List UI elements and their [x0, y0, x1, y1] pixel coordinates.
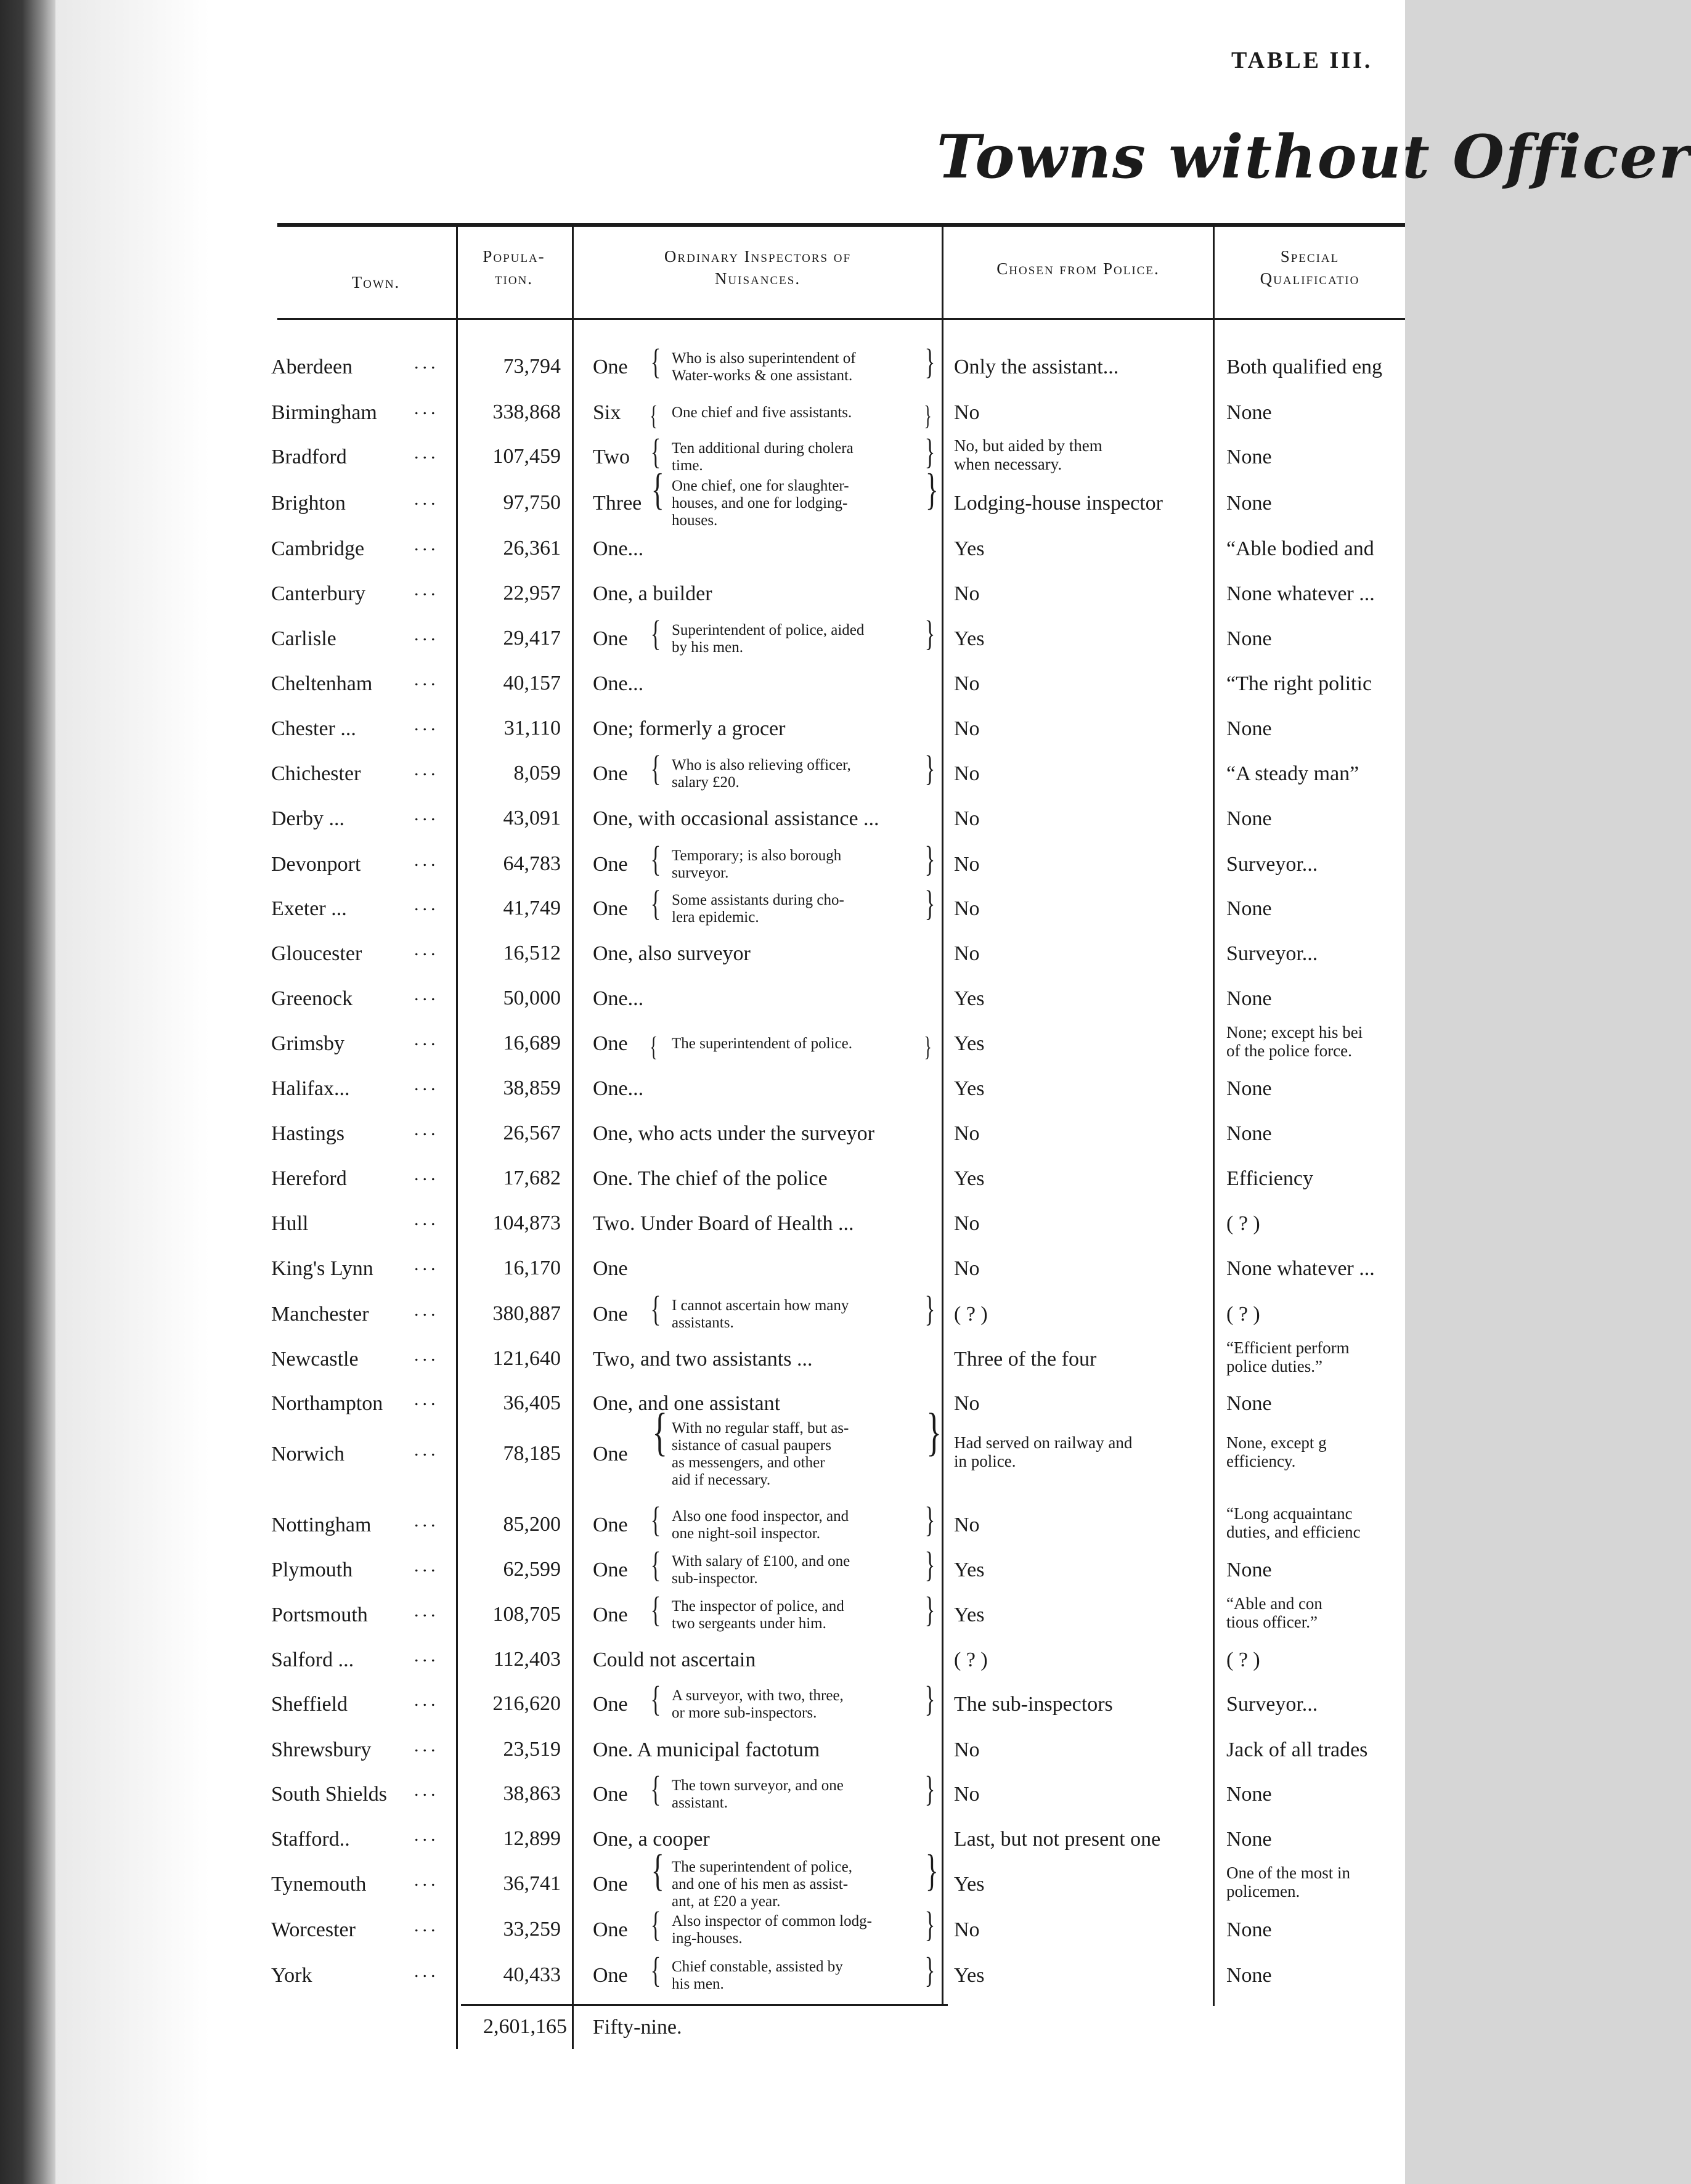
population-value: 16,689 [503, 1032, 561, 1054]
town-name: Chichester [271, 762, 361, 785]
total-population: 2,601,165 [483, 2015, 567, 2038]
brace-close: } [924, 341, 935, 381]
police-choice: No [954, 1392, 980, 1415]
header-town: Town. [351, 273, 401, 291]
brace-open: { [651, 1846, 664, 1895]
ordinary-inspectors: One [593, 1257, 628, 1280]
leader-dots: ... [414, 1555, 439, 1576]
ordinary-inspectors: One. A municipal factotum [593, 1738, 820, 1761]
special-qualification: None [1226, 1918, 1272, 1941]
brace-close: } [924, 1589, 935, 1629]
special-qualification: None [1226, 1077, 1272, 1100]
special-qualification: None [1226, 1559, 1272, 1581]
town-name: York [271, 1964, 312, 1987]
brace-open: { [650, 883, 661, 923]
header-special-qualifications: Special Qualificatio [1260, 247, 1360, 288]
ordinary-inspectors: One [593, 1964, 628, 1987]
population-value: 73,794 [503, 355, 561, 378]
special-qualification: None [1226, 717, 1272, 740]
leader-dots: ... [414, 1600, 439, 1621]
inspector-note: The inspector of police, and two sergeants under him. [672, 1598, 844, 1632]
page-edge-shadow [0, 0, 55, 2184]
town-name: Hull [271, 1212, 309, 1235]
town-name: Tynemouth [271, 1873, 367, 1896]
police-choice: No [954, 807, 980, 830]
inspector-note: Chief constable, assisted by his men. [672, 1958, 843, 1992]
town-name: Greenock [271, 987, 353, 1010]
population-value: 26,361 [503, 537, 561, 560]
police-choice: No [954, 1212, 980, 1235]
ordinary-inspectors: One [593, 1918, 628, 1941]
police-choice: ( ? ) [954, 1648, 988, 1671]
brace-close: } [925, 465, 939, 514]
ordinary-inspectors: One [593, 1443, 628, 1465]
special-qualification: None whatever ... [1226, 1257, 1375, 1280]
leader-dots: ... [414, 714, 439, 735]
brace-open: { [650, 1950, 661, 1990]
police-choice: Three of the four [954, 1348, 1097, 1371]
inspector-note: The superintendent of police, and one of his men as assist- ant, at £20 a year. [672, 1859, 852, 1910]
special-qualification: “Efficient perform police duties.” [1226, 1339, 1350, 1375]
table-top-rule [277, 223, 1405, 227]
leader-dots: ... [414, 1345, 439, 1365]
town-name: Halifax... [271, 1077, 350, 1100]
police-choice: Yes [954, 1873, 985, 1896]
town-name: Hereford [271, 1167, 347, 1190]
town-name: Bradford [271, 446, 347, 468]
brace-open: { [650, 1544, 661, 1584]
ordinary-inspectors: Two, and two assistants ... [593, 1348, 813, 1371]
special-qualification: ( ? ) [1226, 1648, 1260, 1671]
header-population: Popula- tion. [483, 247, 545, 288]
town-name: Canterbury [271, 582, 365, 605]
leader-dots: ... [414, 624, 439, 645]
town-name: Manchester [271, 1303, 369, 1326]
brace-close: } [924, 1769, 935, 1809]
leader-dots: ... [414, 1029, 439, 1049]
inspector-note: With salary of £100, and one sub-inspector. [672, 1553, 850, 1587]
brace-close: } [924, 431, 935, 471]
header-bottom-rule [277, 318, 1405, 320]
population-value: 40,433 [503, 1963, 561, 1986]
leader-dots: ... [414, 1510, 439, 1531]
inspector-note: Who is also superintendent of Water-works & one assistant. [672, 350, 856, 384]
special-qualification: Efficiency [1226, 1167, 1313, 1190]
header-ordinary-inspectors: Ordinary Inspectors of Nuisances. [664, 247, 852, 288]
special-qualification: None whatever ... [1226, 582, 1375, 605]
brace-close: } [924, 613, 935, 653]
ordinary-inspectors: One [593, 1559, 628, 1581]
police-choice: Lodging-house inspector [954, 492, 1163, 515]
leader-dots: ... [414, 534, 439, 555]
special-qualification: None [1226, 987, 1272, 1010]
police-choice: No [954, 942, 980, 965]
page-fold-shading [55, 0, 210, 2184]
police-choice: No [954, 897, 980, 920]
police-choice: No [954, 762, 980, 785]
leader-dots: ... [414, 1300, 439, 1320]
population-value: 62,599 [503, 1558, 561, 1581]
brace-close: } [924, 1289, 935, 1329]
ordinary-inspectors: One, and one assistant [593, 1392, 781, 1415]
population-value: 16,170 [503, 1257, 561, 1279]
town-name: Newcastle [271, 1348, 359, 1371]
population-value: 17,682 [503, 1167, 561, 1189]
brace-close: } [924, 1679, 935, 1719]
population-value: 50,000 [503, 987, 561, 1009]
ordinary-inspectors: One [593, 1603, 628, 1626]
special-qualification: None [1226, 1392, 1272, 1415]
town-name: Plymouth [271, 1559, 353, 1581]
leader-dots: ... [414, 1961, 439, 1981]
town-name: Sheffield [271, 1693, 348, 1716]
special-qualification: Jack of all trades [1226, 1738, 1368, 1761]
totals-rule [461, 2004, 948, 2006]
leader-dots: ... [414, 1119, 439, 1139]
leader-dots: ... [414, 1074, 439, 1094]
brace-open: { [650, 748, 661, 788]
brace-close: } [926, 1402, 942, 1461]
brace-open: { [651, 465, 664, 514]
leader-dots: ... [414, 850, 439, 870]
special-qualification: None [1226, 627, 1272, 650]
leader-dots: ... [414, 894, 439, 915]
town-name: Salford ... [271, 1648, 354, 1671]
police-choice: No [954, 853, 980, 876]
population-value: 26,567 [503, 1122, 561, 1144]
town-name: Devonport [271, 853, 361, 876]
population-value: 36,741 [503, 1872, 561, 1895]
town-name: Brighton [271, 492, 346, 515]
inspector-note: The town surveyor, and one assistant. [672, 1777, 844, 1811]
col-rule-police [1213, 225, 1215, 2006]
ordinary-inspectors: One, a builder [593, 582, 712, 605]
police-choice: Had served on railway and in police. [954, 1433, 1133, 1470]
special-qualification: ( ? ) [1226, 1212, 1260, 1235]
population-value: 43,091 [503, 807, 561, 829]
town-name: Grimsby [271, 1032, 344, 1055]
police-choice: No [954, 401, 980, 424]
special-qualification: Both qualified eng [1226, 356, 1383, 378]
police-choice: No [954, 672, 980, 695]
police-choice: Yes [954, 1964, 985, 1987]
population-value: 8,059 [513, 762, 561, 784]
brace-open: { [650, 1032, 658, 1062]
population-value: 338,868 [492, 401, 561, 423]
inspector-note: Temporary; is also borough surveyor. [672, 847, 842, 881]
ordinary-inspectors: Six [593, 401, 621, 424]
population-value: 78,185 [503, 1442, 561, 1465]
special-qualification: One of the most in policemen. [1226, 1864, 1350, 1901]
brace-close: } [924, 748, 935, 788]
leader-dots: ... [414, 1780, 439, 1800]
population-value: 12,899 [503, 1827, 561, 1850]
leader-dots: ... [414, 489, 439, 509]
town-name: Northampton [271, 1392, 383, 1415]
inspector-note: Who is also relieving officer, salary £20. [672, 757, 851, 791]
ordinary-inspectors: Two [593, 446, 630, 468]
brace-open: { [650, 1769, 661, 1809]
population-value: 64,783 [503, 852, 561, 875]
police-choice: Last, but not present one [954, 1828, 1161, 1851]
brace-open: { [650, 1499, 661, 1539]
ordinary-inspectors: One... [593, 537, 644, 560]
col-rule-ord [942, 225, 943, 2006]
ordinary-inspectors: Three [593, 492, 642, 515]
special-qualification: “Able and con tious officer.” [1226, 1594, 1322, 1631]
ordinary-inspectors: Two. Under Board of Health ... [593, 1212, 854, 1235]
brace-open: { [650, 341, 661, 381]
population-value: 380,887 [492, 1302, 561, 1325]
special-qualification: ( ? ) [1226, 1303, 1260, 1326]
special-qualification: None [1226, 492, 1272, 515]
population-value: 121,640 [492, 1347, 561, 1370]
town-name: Carlisle [271, 627, 336, 650]
population-value: 31,110 [503, 717, 561, 740]
police-choice: No [954, 582, 980, 605]
town-name: Shrewsbury [271, 1738, 372, 1761]
population-value: 38,859 [503, 1077, 561, 1099]
ordinary-inspectors: One, also surveyor [593, 942, 751, 965]
population-value: 85,200 [503, 1513, 561, 1536]
leader-dots: ... [414, 939, 439, 960]
police-choice: No [954, 1918, 980, 1941]
police-choice: No [954, 1738, 980, 1761]
special-qualification: “Long acquaintanc duties, and efficienc [1226, 1504, 1361, 1541]
brace-close: } [924, 1499, 935, 1539]
special-qualification: None [1226, 897, 1272, 920]
special-qualification: None [1226, 1964, 1272, 1987]
population-value: 29,417 [503, 627, 561, 650]
town-name: Gloucester [271, 942, 362, 965]
paper-page [55, 0, 1405, 2184]
leader-dots: ... [414, 1389, 439, 1409]
ordinary-inspectors: One... [593, 672, 644, 695]
inspector-note: Some assistants during cho- lera epidemic. [672, 892, 844, 926]
inspector-note: One chief and five assistants. [672, 404, 852, 421]
population-value: 108,705 [492, 1603, 561, 1626]
ordinary-inspectors: One, with occasional assistance ... [593, 807, 879, 830]
brace-open: { [650, 839, 661, 879]
page-heading: Towns without Officer [937, 122, 1691, 192]
police-choice: No [954, 1257, 980, 1280]
population-value: 41,749 [503, 897, 561, 919]
leader-dots: ... [414, 1164, 439, 1184]
leader-dots: ... [414, 1254, 439, 1274]
special-qualification: None, except g efficiency. [1226, 1433, 1327, 1470]
ordinary-inspectors: One... [593, 1077, 644, 1100]
town-name: Aberdeen [271, 356, 353, 378]
police-choice: Yes [954, 1167, 985, 1190]
police-choice: Yes [954, 1077, 985, 1100]
header-chosen-from-police: Chosen from Police. [996, 259, 1160, 278]
population-value: 36,405 [503, 1391, 561, 1414]
town-name: Worcester [271, 1918, 356, 1941]
population-value: 16,512 [503, 942, 561, 964]
police-choice: No, but aided by them when necessary. [954, 436, 1102, 473]
special-qualification: None [1226, 1783, 1272, 1806]
leader-dots: ... [414, 1870, 439, 1890]
inspector-note: With no regular staff, but as- sistance of casual paupers as messengers, and other aid if necessary. [672, 1420, 849, 1488]
brace-close: } [924, 1544, 935, 1584]
town-name: Derby ... [271, 807, 344, 830]
ordinary-inspectors: One [593, 1783, 628, 1806]
brace-open: { [650, 1289, 661, 1329]
special-qualification: “A steady man” [1226, 762, 1359, 785]
population-value: 38,863 [503, 1782, 561, 1805]
special-qualification: None [1226, 446, 1272, 468]
col-rule-pop [572, 225, 574, 2049]
leader-dots: ... [414, 804, 439, 825]
brace-open: { [650, 1904, 661, 1944]
police-choice: Yes [954, 627, 985, 650]
special-qualification: None [1226, 401, 1272, 424]
ordinary-inspectors: One, a cooper [593, 1828, 710, 1851]
ordinary-inspectors: One [593, 627, 628, 650]
leader-dots: ... [414, 1209, 439, 1229]
ordinary-inspectors: One [593, 1693, 628, 1716]
total-inspectors: Fifty-nine. [593, 2016, 682, 2039]
ordinary-inspectors: One [593, 762, 628, 785]
police-choice: No [954, 1514, 980, 1536]
special-qualification: Surveyor... [1226, 853, 1318, 876]
town-name: Portsmouth [271, 1603, 368, 1626]
inspector-note: Also one food inspector, and one night-soil inspector. [672, 1508, 849, 1542]
population-value: 40,157 [503, 672, 561, 695]
special-qualification: None; except his bei of the police force. [1226, 1023, 1363, 1060]
town-name: Exeter ... [271, 897, 347, 920]
inspector-note: Also inspector of common lodg- ing-houses. [672, 1913, 872, 1947]
town-name: Nottingham [271, 1514, 372, 1536]
ordinary-inspectors: One; formerly a grocer [593, 717, 786, 740]
inspector-note: A surveyor, with two, three, or more sub-inspectors. [672, 1687, 844, 1721]
ordinary-inspectors: Could not ascertain [593, 1648, 756, 1671]
town-name: King's Lynn [271, 1257, 373, 1280]
police-choice: Yes [954, 537, 985, 560]
population-value: 33,259 [503, 1918, 561, 1941]
brace-open: { [650, 1589, 661, 1629]
brace-open: { [650, 1679, 661, 1719]
inspector-note: The superintendent of police. [672, 1035, 852, 1052]
ordinary-inspectors: One. The chief of the police [593, 1167, 828, 1190]
special-qualification: None [1226, 1828, 1272, 1851]
special-qualification: “Able bodied and [1226, 537, 1374, 560]
police-choice: The sub-inspectors [954, 1693, 1113, 1716]
ordinary-inspectors: One [593, 1303, 628, 1326]
police-choice: No [954, 1783, 980, 1806]
brace-close: } [924, 1950, 935, 1990]
table-number: TABLE III. [1231, 47, 1373, 73]
ordinary-inspectors: One [593, 1873, 628, 1896]
inspector-note: Superintendent of police, aided by his men. [672, 622, 865, 656]
town-name: Cheltenham [271, 672, 373, 695]
brace-open: { [650, 431, 661, 471]
inspector-note: I cannot ascertain how many assistants. [672, 1297, 849, 1331]
police-choice: Yes [954, 1603, 985, 1626]
town-name: Cambridge [271, 537, 365, 560]
leader-dots: ... [414, 1735, 439, 1756]
special-qualification: “The right politic [1226, 672, 1372, 695]
special-qualification: Surveyor... [1226, 1693, 1318, 1716]
police-choice: ( ? ) [954, 1303, 988, 1326]
leader-dots: ... [414, 984, 439, 1004]
police-choice: Only the assistant... [954, 356, 1119, 378]
town-name: Chester ... [271, 717, 356, 740]
leader-dots: ... [414, 1440, 439, 1460]
ordinary-inspectors: One, who acts under the surveyor [593, 1122, 874, 1145]
police-choice: Yes [954, 1032, 985, 1055]
ordinary-inspectors: One [593, 356, 628, 378]
inspector-note: One chief, one for slaughter- houses, and one for lodging- houses. [672, 478, 849, 529]
leader-dots: ... [414, 579, 439, 600]
police-choice: No [954, 1122, 980, 1145]
ordinary-inspectors: One [593, 1032, 628, 1055]
town-name: Stafford.. [271, 1828, 350, 1851]
population-value: 112,403 [493, 1648, 561, 1671]
brace-close: } [924, 1032, 932, 1062]
leader-dots: ... [414, 1915, 439, 1936]
town-name: South Shields [271, 1783, 387, 1806]
ordinary-inspectors: One [593, 853, 628, 876]
leader-dots: ... [414, 1645, 439, 1666]
police-choice: Yes [954, 987, 985, 1010]
brace-close: } [925, 1846, 939, 1895]
leader-dots: ... [414, 442, 439, 463]
population-value: 97,750 [503, 491, 561, 514]
population-value: 107,459 [492, 445, 561, 468]
leader-dots: ... [414, 1690, 439, 1710]
town-name: Hastings [271, 1122, 344, 1145]
inspector-note: Ten additional during cholera time. [672, 440, 854, 474]
ordinary-inspectors: One... [593, 987, 644, 1010]
special-qualification: None [1226, 807, 1272, 830]
police-choice: Yes [954, 1559, 985, 1581]
population-value: 22,957 [503, 582, 561, 605]
brace-open: { [652, 1402, 668, 1461]
leader-dots: ... [414, 669, 439, 690]
brace-close: } [924, 883, 935, 923]
leader-dots: ... [414, 398, 439, 418]
brace-close: } [924, 839, 935, 879]
special-qualification: None [1226, 1122, 1272, 1145]
police-choice: No [954, 717, 980, 740]
population-value: 23,519 [503, 1738, 561, 1761]
brace-close: } [924, 401, 932, 431]
leader-dots: ... [414, 1825, 439, 1845]
leader-dots: ... [414, 759, 439, 780]
population-value: 216,620 [492, 1692, 561, 1715]
town-name: Norwich [271, 1443, 344, 1465]
ordinary-inspectors: One [593, 897, 628, 920]
town-name: Birmingham [271, 401, 377, 424]
ordinary-inspectors: One [593, 1514, 628, 1536]
brace-open: { [650, 401, 658, 431]
leader-dots: ... [414, 352, 439, 373]
brace-close: } [924, 1904, 935, 1944]
brace-open: { [650, 613, 661, 653]
population-value: 104,873 [492, 1212, 561, 1234]
special-qualification: Surveyor... [1226, 942, 1318, 965]
